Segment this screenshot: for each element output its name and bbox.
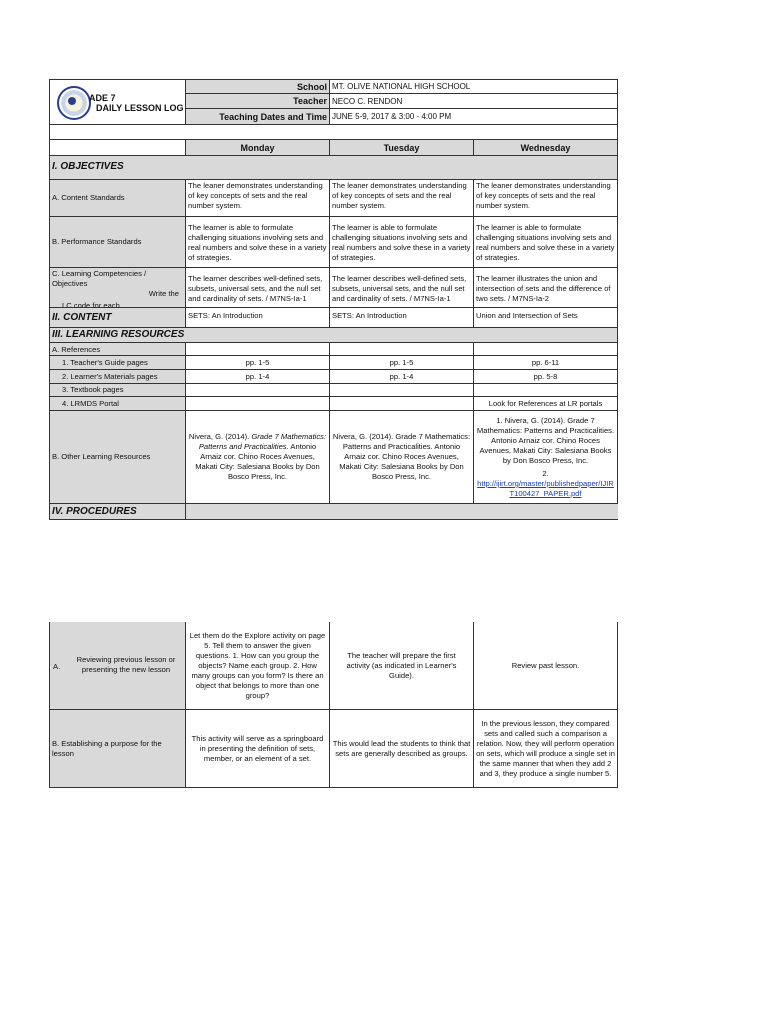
day-header-corner: [49, 139, 186, 156]
procedures-band: [329, 503, 618, 520]
procedures-monday: [185, 503, 330, 520]
teacher-label: Teacher: [185, 93, 330, 109]
content-monday: SETS: An Introduction: [185, 307, 330, 328]
day-header-wednesday: Wednesday: [473, 139, 618, 156]
other-resources-tuesday: [329, 410, 474, 504]
references-monday: [185, 342, 330, 356]
lrmds-tuesday: [329, 396, 474, 411]
learners-materials-label: 2. Learner's Materials pages: [49, 369, 186, 384]
learners-materials-monday: pp. 1-4: [185, 369, 330, 384]
day-header-monday: Monday: [185, 139, 330, 156]
references-tuesday: [329, 342, 474, 356]
school-value: MT. OLIVE NATIONAL HIGH SCHOOL: [329, 79, 618, 94]
tuesday-ref: Nivera, G. (2014). Grade 7 Mathematics: Patterns and Practicalities. Antonio Arnaiz cor. Chino Roces Avenues, Makati City: Salesiana Books by Don Bosco Press, Inc.: [332, 432, 471, 481]
proc-a-label-cell: [49, 622, 186, 710]
proc-a-letter: A.: [53, 662, 61, 671]
competencies-label-line2: Write the: [148, 289, 179, 298]
content-standards-wednesday: The leaner demonstrates understanding of key concepts of sets and the real number system.: [473, 179, 618, 217]
wednesday-ref-2: 2.: [542, 469, 549, 478]
textbook-monday: [185, 383, 330, 397]
deped-seal-icon: [57, 86, 91, 120]
competencies-label-line3: LC code for each: [62, 301, 120, 308]
other-resources-label: B. Other Learning Resources: [49, 410, 186, 504]
competencies-tuesday: The learner describes well-defined sets, subsets, universal sets, and the null set and cardinality of sets. / M7NS-Ia-1: [329, 267, 474, 308]
content-tuesday: SETS: An Introduction: [329, 307, 474, 328]
performance-standards-tuesday: The learner is able to formulate challenging situations involving sets and real numbers and solve these in a variety of strategies.: [329, 216, 474, 268]
content-standards-tuesday: The leaner demonstrates understanding of key concepts of sets and the real number system.: [329, 179, 474, 217]
textbook-label: 3. Textbook pages: [49, 383, 186, 397]
title-daily-lesson-log: DAILY LESSON LOG: [96, 103, 184, 113]
learners-materials-tuesday: pp. 1-4: [329, 369, 474, 384]
other-resources-monday: [185, 410, 330, 504]
references-wednesday: [473, 342, 618, 356]
proc-a-tuesday: The teacher will prepare the first activity (as indicated in Learner's Guide).: [329, 622, 474, 710]
wednesday-ref-link[interactable]: http://ijirt.org/master/publishedpaper/IJIRT100427_PAPER.pdf: [477, 479, 614, 498]
competencies-label-line1: C. Learning Competencies / Objectives: [52, 269, 147, 288]
content-standards-monday: The leaner demonstrates understanding of key concepts of sets and the real number system.: [185, 179, 330, 217]
school-label: School: [185, 79, 330, 94]
textbook-tuesday: [329, 383, 474, 397]
monday-ref-publisher: Antonio Arnaiz cor. Chino Roces Avenues, Makati City: Salesiana Books by Don Bosco Press, Inc.: [195, 442, 320, 481]
dates-label: Teaching Dates and Time: [185, 108, 330, 125]
teachers-guide-monday: pp. 1-5: [185, 355, 330, 370]
performance-standards-monday: The learner is able to formulate challenging situations involving sets and real numbers and solve these in a variety of strategies.: [185, 216, 330, 268]
other-resources-wednesday: [473, 410, 618, 504]
day-header-tuesday: Tuesday: [329, 139, 474, 156]
section-content: II. CONTENT: [49, 307, 186, 328]
blank-row: [49, 124, 618, 140]
teachers-guide-wednesday: pp. 6-11: [473, 355, 618, 370]
teacher-value: NECO C. RENDON: [329, 93, 618, 109]
lrmds-wednesday: Look for References at LR portals: [473, 396, 618, 411]
teachers-guide-tuesday: pp. 1-5: [329, 355, 474, 370]
proc-a-wednesday: Review past lesson.: [473, 622, 618, 710]
proc-b-tuesday: This would lead the students to think that sets are generally described as groups.: [329, 709, 474, 788]
dates-value: JUNE 5-9, 2017 & 3:00 - 4:00 PM: [329, 108, 618, 125]
row-label-performance-standards: B. Performance Standards: [49, 216, 186, 268]
row-label-content-standards: A. Content Standards: [49, 179, 186, 217]
lrmds-label: 4. LRMDS Portal: [49, 396, 186, 411]
proc-b-monday: This activity will serve as a springboard in presenting the definition of sets, member, or an element of a set.: [185, 709, 330, 788]
proc-a-monday: Let them do the Explore activity on page 5. Tell them to answer the given questions. 1. How can you group the objects? Name each group. 2. How many groups can you form? Is there an object that belongs to more than one group?: [185, 622, 330, 710]
monday-ref-author: Nivera, G. (2014).: [188, 432, 252, 441]
textbook-wednesday: [473, 383, 618, 397]
title-grade: ADE 7: [89, 93, 116, 103]
monday-ref-title: Grade 7 Mathematics: Patterns and Practicalities.: [198, 432, 327, 451]
section-procedures: IV. PROCEDURES: [49, 503, 186, 520]
proc-a-label: Reviewing previous lesson or presenting the new lesson: [76, 655, 176, 674]
lrmds-monday: [185, 396, 330, 411]
wednesday-ref-1: 1. Nivera, G. (2014). Grade 7 Mathematics: Patterns and Practicalities. Antonio Arnaiz cor. Chino Roces Avenues, Makati City: Salesiana Books by Don Bosco Press, Inc.: [476, 416, 615, 465]
section-objectives: I. OBJECTIVES: [49, 155, 618, 180]
section-learning-resources: III. LEARNING RESOURCES: [49, 327, 618, 343]
proc-b-label: B. Establishing a purpose for the lesson: [49, 709, 186, 788]
content-wednesday: Union and Intersection of Sets: [473, 307, 618, 328]
learners-materials-wednesday: pp. 5-8: [473, 369, 618, 384]
proc-b-wednesday: In the previous lesson, they compared sets and called such a comparison a relation. Now, they will perform operation on sets, which will produce a single set in the same manner that when they add 2 and 3, they produce a single number 5.: [473, 709, 618, 788]
performance-standards-wednesday: The learner is able to formulate challenging situations involving sets and real numbers and solve these in a variety of strategies.: [473, 216, 618, 268]
competencies-monday: The learner describes well-defined sets, subsets, universal sets, and the null set and cardinality of sets. / M7NS-Ia-1: [185, 267, 330, 308]
row-label-competencies: [49, 267, 186, 308]
competencies-wednesday: The learner illustrates the union and intersection of sets and the difference of two sets. / M7NS-Ia-2: [473, 267, 618, 308]
teachers-guide-label: 1. Teacher's Guide pages: [49, 355, 186, 370]
references-label: A. References: [49, 342, 186, 356]
